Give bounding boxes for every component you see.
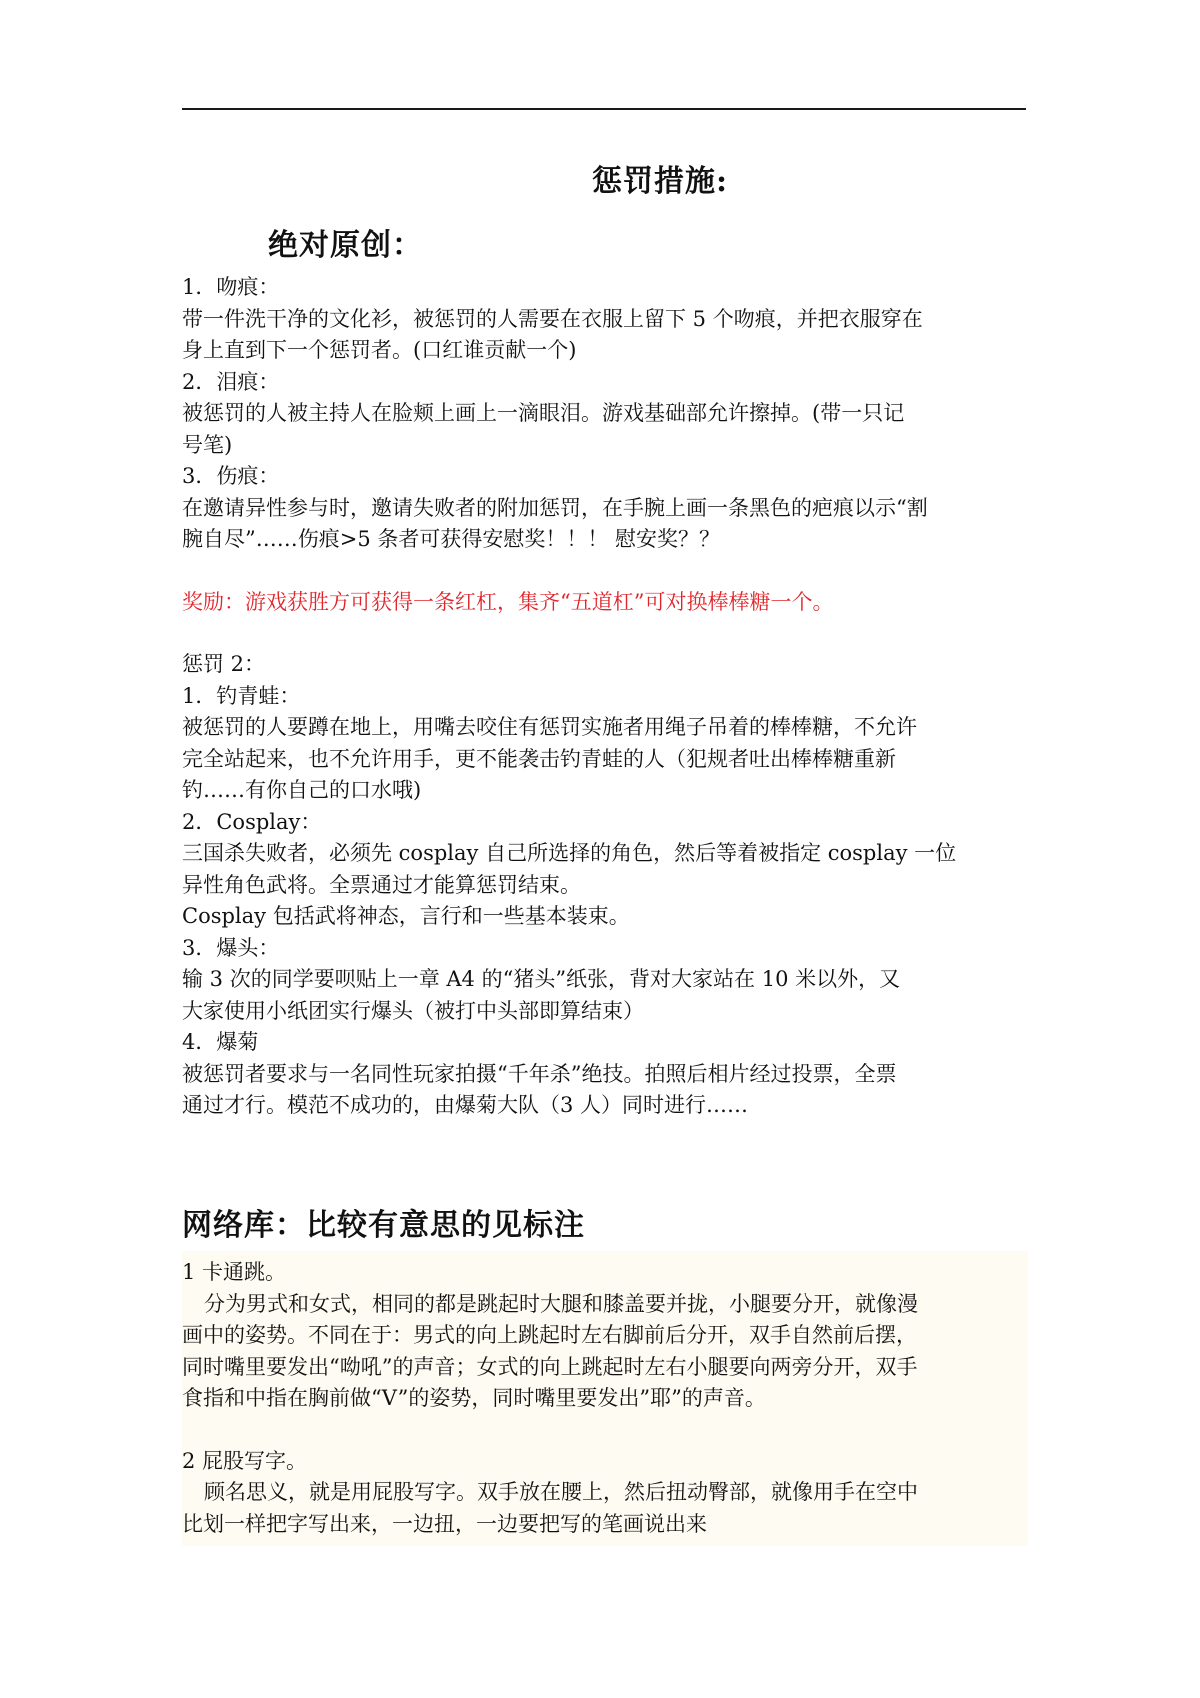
item-label: 1．钓青蛙：: [182, 683, 301, 708]
item-label: 4．爆菊: [182, 1030, 259, 1054]
net-item-line: 比划一样把字写出来，一边扭，一边要把写的笔画说出来: [182, 1511, 707, 1536]
item-label: 2．泪痕：: [182, 369, 280, 394]
net-item-line: 顾名思义，就是用屁股写字。双手放在腰上，然后扭动臀部，就像用手在空中: [204, 1480, 918, 1504]
header-rule: [182, 108, 1026, 110]
net-library-title: 网络库：比较有意思的见标注: [182, 1208, 585, 1243]
item-line: 异性角色武将。全票通过才能算惩罚结束。: [182, 872, 581, 897]
item-line: 号笔): [182, 432, 233, 457]
net-item-label: 2 屁股写字。: [182, 1448, 308, 1473]
item-line: 通过才行。模范不成功的，由爆菊大队（3 人）同时进行……: [182, 1093, 749, 1117]
item-label: 1．吻痕：: [182, 275, 280, 299]
item-line: 带一件洗干净的文化衫，被惩罚的人需要在衣服上留下 5 个吻痕，并把衣服穿在: [182, 306, 923, 331]
net-item-line: 食指和中指在胸前做“V”的姿势，同时嘴里要发出”耶”的声音。: [182, 1386, 766, 1410]
net-item-line: 画中的姿势。不同在于：男式的向上跳起时左右脚前后分开，双手自然前后摆，: [182, 1323, 917, 1347]
net-item-label: 1 卡通跳。: [182, 1260, 287, 1284]
net-item-line: 同时嘴里要发出“呦吼”的声音；女式的向上跳起时左右小腿要向两旁分开，双手: [182, 1354, 918, 1379]
item-line: 腕自尽”……伤痕>5 条者可获得安慰奖！！！ 慰安奖？？: [182, 527, 721, 551]
item-label: 3．爆头：: [182, 935, 280, 960]
item-line: 大家使用小纸团实行爆头（被打中头部即算结束）: [182, 998, 644, 1023]
item-line: 完全站起来，也不允许用手，更不能袭击钓青蛙的人（犯规者吐出棒棒糖重新: [182, 746, 896, 771]
page-title: 惩罚措施:: [591, 164, 729, 199]
item-label: 2．Cosplay：: [182, 809, 322, 834]
item-label: 3．伤痕：: [182, 464, 280, 488]
section-subtitle: 绝对原创：: [268, 228, 423, 263]
item-line: 被惩罚的人被主持人在脸颊上画上一滴眼泪。游戏基础部允许擦掉。(带一只记: [182, 401, 905, 425]
item-line: 三国杀失败者，必须先 cosplay 自己所选择的角色，然后等着被指定 cosplay 一位: [182, 841, 957, 865]
item-line: 身上直到下一个惩罚者。(口红谁贡献一个): [182, 338, 577, 362]
item-line: 被惩罚的人要蹲在地上，用嘴去咬住有惩罚实施者用绳子吊着的棒棒糖，不允许: [182, 715, 917, 739]
part2-label: 惩罚 2：: [182, 652, 266, 676]
item-line: Cosplay 包括武将神态，言行和一些基本装束。: [182, 904, 630, 928]
punishment-list-1: [182, 272, 1028, 1122]
item-line: 钓……有你自己的口水哦): [182, 778, 422, 802]
reward-text: 奖励：游戏获胜方可获得一条红杠，集齐“五道杠”可对换棒棒糖一个。: [182, 589, 834, 614]
net-library-box: [182, 1251, 1028, 1546]
item-line: 输 3 次的同学要呗贴上一章 A4 的“猪头”纸张，背对大家站在 10 米以外，又: [182, 967, 901, 991]
net-item-line: 分为男式和女式，相同的都是跳起时大腿和膝盖要并拢，小腿要分开，就像漫: [204, 1291, 918, 1316]
item-line: 被惩罚者要求与一名同性玩家拍摄“千年杀”绝技。拍照后相片经过投票，全票: [182, 1061, 897, 1086]
item-line: 在邀请异性参与时，邀请失败者的附加惩罚，在手腕上画一条黑色的疤痕以示“割: [182, 495, 928, 520]
